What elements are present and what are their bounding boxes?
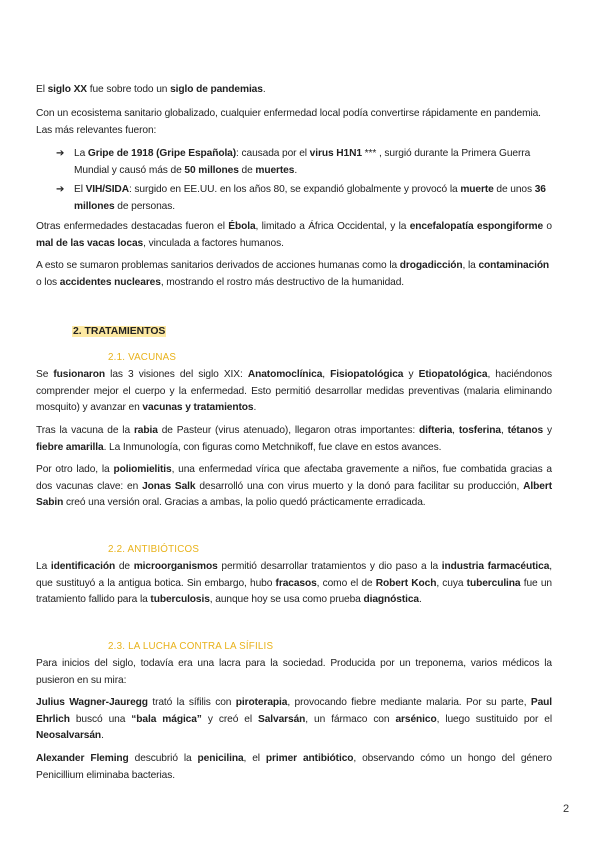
vacunas-p1: Se fusionaron las 3 visiones del siglo XIX: Anatomoclínica, Fisiopatológica y Etiopatológica, haciéndonos comprender mejor el cuerpo y la enfermedad. Esto permitió desarrollar medidas preventivas (malaria eliminando mosquito) y avanzar en vacunas y tratamientos. <box>36 369 552 413</box>
subsection-heading-antibioticos: 2.2. ANTIBIÓTICOS <box>108 544 200 555</box>
list-item: ➔ El VIH/SIDA: surgido en EE.UU. en los años 80, se expandió globalmente y provocó la muerte de unos 36 millones de personas. <box>56 184 546 212</box>
intro-p4: A esto se sumaron problemas sanitarios derivados de acciones humanas como la drogadicción, la contaminación o los accidentes nucleares, mostrando el rostro más destructivo de la humanidad. <box>36 260 550 288</box>
antibioticos-p1: La identificación de microorganismos permitió desarrollar tratamientos y dio paso a la industria farmacéutica, que sustituyó a la antigua botica. Sin embargo, hubo fracasos, como el de Robert Koch, cuya tuberculina fue un tratamiento fallido para la tuberculosis, aunque hoy se usa como prueba diagnóstica. <box>36 561 552 605</box>
arrow-right-icon: ➔ <box>56 148 65 159</box>
sifilis-p1: Para inicios del siglo, todavía era una lacra para la sociedad. Producida por un treponema, varios médicos la pusieron en su mira: <box>36 658 552 686</box>
intro-p2: Con un ecosistema sanitario globalizado, cualquier enfermedad local podía convertirse rápidamente en pandemia. Las más relevantes fueron: <box>36 108 541 136</box>
subsection-heading-vacunas: 2.1. VACUNAS <box>108 352 177 363</box>
vacunas-p3: Por otro lado, la poliomielitis, una enfermedad vírica que afectaba gravemente a niños, fue combatida gracias a dos vacunas clave: en Jonas Salk desarrolló una con virus muerto y la donó para facilitar su producción, Albert Sabin creó una versión oral. Gracias a ambas, la polio quedó prácticamente erradicada. <box>36 464 552 508</box>
subsection-heading-sifilis: 2.3. LA LUCHA CONTRA LA SÍFILIS <box>108 641 274 652</box>
pandemic-list <box>56 146 550 218</box>
intro-p1: El siglo XX fue sobre todo un siglo de pandemias. <box>36 84 266 95</box>
list-item: ➔ La Gripe de 1918 (Gripe Española): causada por el virus H1N1 *** , surgió durante la Primera Guerra Mundial y causó más de 50 millones de muertes. <box>56 148 531 176</box>
arrow-right-icon: ➔ <box>56 184 65 195</box>
page-number: 2 <box>563 803 570 815</box>
section-heading-tratamientos: 2. TRATAMIENTOS <box>73 326 166 337</box>
sifilis-p2: Julius Wagner-Jauregg trató la sífilis con piroterapia, provocando fiebre mediante malaria. Por su parte, Paul Ehrlich buscó una “bala mágica” y creó el Salvarsán, un fármaco con arsénico, luego sustituido por el Neosalvarsán. <box>36 697 553 741</box>
intro-p3: Otras enfermedades destacadas fueron el Ébola, limitado a África Occidental, y la encefalopatía espongiforme o mal de las vacas locas, vinculada a factores humanos. <box>36 221 552 249</box>
vacunas-p2: Tras la vacuna de la rabia de Pasteur (virus atenuado), llegaron otras importantes: difteria, tosferina, tétanos y fiebre amarilla. La Inmunología, con figuras como Metchnikoff, fue clave en estos avances. <box>36 425 553 453</box>
sifilis-p3: Alexander Fleming descubrió la penicilina, el primer antibiótico, observando cómo un hongo del género Penicillium eliminaba bacterias. <box>36 753 552 781</box>
